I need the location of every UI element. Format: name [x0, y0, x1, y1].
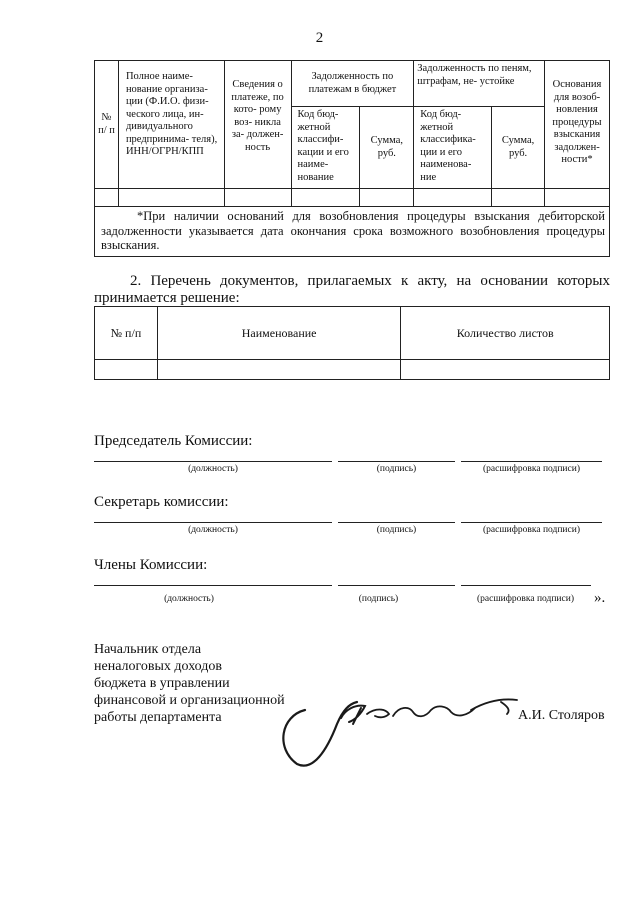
col-header-number: № п/ п [95, 61, 119, 189]
chairman-decoding-line [461, 461, 602, 462]
closing-quote: ». [594, 590, 606, 606]
documents-table [94, 306, 610, 380]
members-position-line [94, 585, 332, 586]
members-signature-line [338, 585, 455, 586]
subcol-budget-code: Код бюд- жетной классифи- кации и его наиме- нование [291, 107, 360, 189]
secretary-label: Секретарь комиссии: [94, 494, 229, 510]
signature-caption: (подпись) [376, 525, 417, 535]
official-name: А.И. Столяров [518, 708, 605, 723]
decoding-caption: (расшифровка подписи) [483, 525, 580, 535]
chairman-signature-line [338, 461, 455, 462]
subcol-penalty-sum: Сумма, руб. [492, 107, 545, 189]
footnote: *При наличии оснований для возобновления процедуры взыскания дебиторской задолженности указывается дата окончания срока возможного возобновления процедуры взыскания. [101, 209, 605, 252]
col-header-number: № п/п [95, 307, 158, 360]
col-header-penalty-debt: Задолженность по пеням, штрафам, не- устойке [414, 61, 545, 107]
members-label: Члены Комиссии: [94, 557, 208, 573]
table-row [95, 189, 610, 207]
secretary-position-line [94, 522, 332, 523]
debt-table [94, 60, 610, 257]
decoding-caption: (расшифровка подписи) [477, 594, 574, 604]
official-title: Начальник отдела неналоговых доходов бюджета в управлении финансовой и организационной работы департамента [94, 642, 285, 725]
position-caption: (должность) [164, 594, 214, 604]
chairman-position-line [94, 461, 332, 462]
signature-caption: (подпись) [358, 594, 399, 604]
col-header-sheet-count: Количество листов [401, 307, 610, 360]
subcol-budget-sum: Сумма, руб. [360, 107, 414, 189]
page-number: 2 [315, 30, 324, 46]
handwritten-signature [275, 688, 525, 770]
col-header-grounds: Основания для возоб- новления процедуры взыскания задолжен- ности* [545, 61, 610, 189]
documents-paragraph: 2. Перечень документов, прилагаемых к акту, на основании которых принимается решение: [94, 273, 610, 306]
col-header-document-name: Наименование [157, 307, 401, 360]
col-header-payment-info: Сведения о платеже, по кото- рому воз- никла за- должен- ность [224, 61, 291, 189]
position-caption: (должность) [188, 525, 238, 535]
table-row [95, 360, 610, 380]
chairman-label: Председатель Комиссии: [94, 433, 253, 449]
signature-caption: (подпись) [376, 464, 417, 474]
col-header-budget-debt: Задолженность по платежам в бюджет [291, 61, 414, 107]
subcol-penalty-code: Код бюд- жетной классифика- ции и его наименова- ние [414, 107, 492, 189]
decoding-caption: (расшифровка подписи) [483, 464, 580, 474]
position-caption: (должность) [188, 464, 238, 474]
secretary-decoding-line [461, 522, 602, 523]
members-decoding-line [461, 585, 591, 586]
col-header-organization: Полное наиме- нование организа- ции (Ф.И.О. физи- ческого лица, ин- дивидуального предпринима- теля), ИНН/ОГРН/КПП [118, 61, 224, 189]
secretary-signature-line [338, 522, 455, 523]
footnote-row [95, 207, 610, 257]
